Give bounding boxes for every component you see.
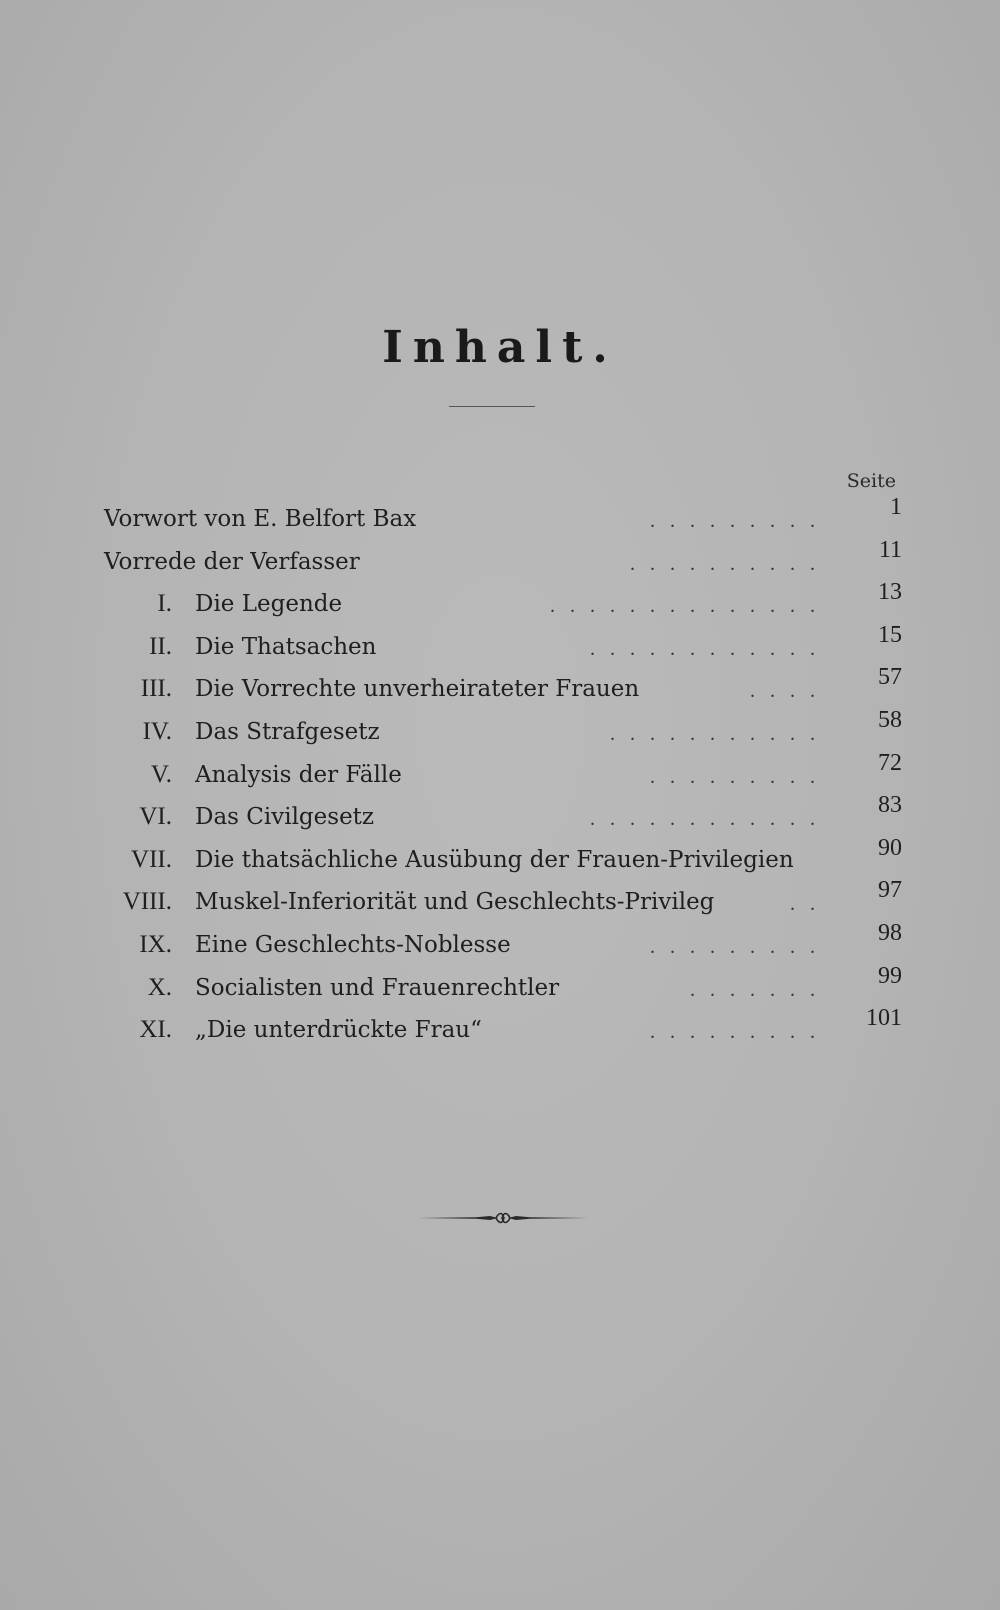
toc-entry-number: V. bbox=[150, 760, 172, 788]
toc-entry-page: 83 bbox=[878, 792, 902, 819]
toc-entry bbox=[0, 877, 1000, 924]
toc-leader-dots: ......... bbox=[650, 935, 830, 958]
toc-entry-title: Das Civilgesetz bbox=[195, 804, 375, 831]
toc-entry-number: II. bbox=[149, 632, 172, 660]
title-underline-rule bbox=[449, 406, 535, 407]
toc-leader-dots: ....... bbox=[690, 978, 830, 1001]
toc-entry bbox=[0, 792, 1000, 839]
toc-entry bbox=[0, 834, 1000, 882]
toc-entry-title: Die thatsächliche Ausübung der Frauen-Privilegien bbox=[195, 846, 794, 873]
toc-entry-title: Die Legende bbox=[195, 591, 343, 618]
table-of-contents bbox=[0, 494, 1000, 1052]
toc-leader-dots: .......... bbox=[630, 552, 830, 575]
toc-entry-page: 11 bbox=[878, 536, 902, 563]
toc-leader-dots: ......... bbox=[650, 765, 830, 788]
toc-entry-number: XI. bbox=[139, 1016, 172, 1044]
toc-entry-title: Socialisten und Frauenrechtler bbox=[195, 974, 560, 1001]
toc-leader-dots: ......... bbox=[650, 1021, 830, 1044]
toc-entry-title: „Die unterdrückte Frau“ bbox=[195, 1017, 482, 1044]
toc-entry bbox=[0, 621, 1000, 669]
toc-entry-number: VII. bbox=[131, 845, 172, 873]
toc-leader-dots: .............. bbox=[550, 595, 830, 618]
toc-entry-title: Das Strafgesetz bbox=[195, 718, 380, 745]
toc-entry bbox=[0, 536, 1000, 584]
toc-leader-dots: ........... bbox=[610, 722, 830, 745]
toc-entry-page: 101 bbox=[866, 1005, 902, 1032]
toc-entry-title: Analysis der Fälle bbox=[195, 761, 402, 788]
toc-entry bbox=[0, 919, 1000, 967]
toc-entry-page: 1 bbox=[890, 494, 902, 520]
toc-leader-dots: .. bbox=[790, 893, 830, 916]
toc-entry bbox=[0, 749, 1000, 797]
toc-entry-title: Vorrede der Verfasser bbox=[104, 548, 360, 575]
toc-entry-number: VIII. bbox=[122, 888, 172, 916]
toc-leader-dots: ............ bbox=[590, 637, 830, 660]
toc-leader-dots: ............ bbox=[590, 808, 830, 831]
toc-entry-title: Vorwort von E. Belfort Bax bbox=[104, 506, 417, 532]
page-column-label: Seite bbox=[846, 470, 896, 492]
toc-leader-dots: ......... bbox=[650, 510, 830, 532]
toc-entry-page: 15 bbox=[878, 621, 902, 648]
toc-entry-title: Eine Geschlechts-Noblesse bbox=[195, 931, 511, 958]
toc-entry-page: 97 bbox=[878, 877, 902, 904]
toc-entry-page: 58 bbox=[878, 706, 902, 733]
page-title: Inhalt. bbox=[382, 322, 618, 373]
toc-entry-title: Muskel-Inferiorität und Geschlechts-Privileg bbox=[195, 889, 715, 916]
toc-entry-number: IX. bbox=[139, 930, 172, 958]
toc-entry bbox=[0, 494, 1000, 541]
toc-entry-page: 98 bbox=[878, 919, 902, 946]
toc-entry-number: III. bbox=[140, 675, 172, 703]
toc-entry-number: VI. bbox=[139, 803, 172, 831]
toc-entry-page: 13 bbox=[878, 579, 902, 606]
toc-entry bbox=[0, 579, 1000, 626]
toc-entry-number: IV. bbox=[142, 717, 172, 745]
toc-entry bbox=[0, 1005, 1000, 1052]
toc-entry-page: 99 bbox=[878, 962, 902, 989]
fleuron-divider-icon bbox=[418, 1208, 588, 1228]
toc-entry bbox=[0, 664, 1000, 711]
toc-entry-page: 90 bbox=[878, 834, 902, 861]
toc-entry-number: I. bbox=[157, 590, 172, 618]
toc-entry-title: Die Vorrechte unverheirateter Frauen bbox=[195, 676, 640, 703]
toc-entry-page: 57 bbox=[878, 664, 902, 691]
toc-entry bbox=[0, 706, 1000, 754]
toc-entry bbox=[0, 962, 1000, 1010]
toc-entry-title: Die Thatsachen bbox=[195, 633, 377, 660]
toc-leader-dots: .... bbox=[750, 680, 830, 703]
toc-entry-page: 72 bbox=[878, 749, 902, 776]
toc-entry-number: X. bbox=[147, 973, 172, 1001]
